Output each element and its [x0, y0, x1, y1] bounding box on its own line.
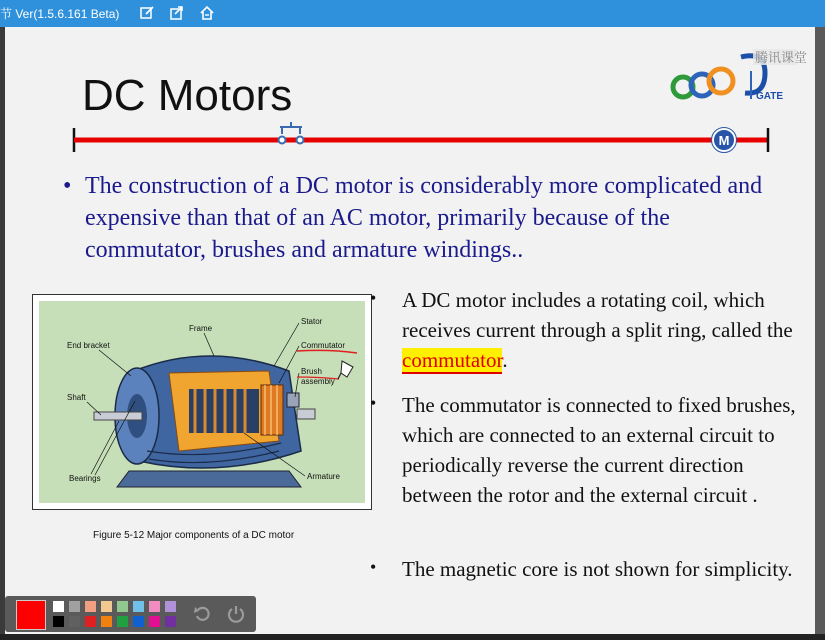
logo-gate-text: GATE	[756, 91, 784, 102]
logo-watermark: 腾讯课堂	[755, 50, 808, 65]
bottom-bar	[0, 634, 825, 640]
color-swatch[interactable]	[101, 616, 112, 627]
bullet-dot: •	[370, 557, 377, 577]
title-bar	[0, 0, 825, 27]
export-icon[interactable]	[169, 5, 185, 21]
right-edge-panel	[815, 27, 825, 635]
color-swatch[interactable]	[53, 601, 64, 612]
color-swatch[interactable]	[165, 601, 176, 612]
power-icon[interactable]	[226, 604, 246, 624]
highlighted-commutator: commutator	[402, 348, 503, 372]
right-bullet-3-text: The magnetic core is not shown for simplicity.	[402, 557, 793, 581]
slide	[5, 27, 815, 635]
pen-cursor-icon	[338, 361, 353, 379]
color-swatch[interactable]	[149, 601, 160, 612]
bullet-1-text-post: .	[502, 348, 508, 372]
label-armature: Armature	[307, 472, 340, 481]
color-swatch[interactable]	[69, 616, 80, 627]
label-shaft: Shaft	[67, 393, 86, 402]
label-stator: Stator	[301, 317, 323, 326]
color-swatch[interactable]	[53, 616, 64, 627]
bullet-1-text-pre: A DC motor includes a rotating coil, which receives current through a split ring, called the	[402, 288, 793, 342]
edit-icon[interactable]	[139, 5, 155, 21]
home-icon[interactable]	[199, 5, 215, 21]
label-assembly: assembly	[301, 377, 335, 386]
slide-title: DC Motors	[82, 71, 293, 120]
label-frame: Frame	[189, 324, 213, 333]
undo-icon[interactable]	[193, 604, 213, 624]
label-commutator: Commutator	[301, 341, 346, 350]
label-bearings: Bearings	[69, 474, 101, 483]
brand-logo	[669, 47, 808, 107]
color-swatch[interactable]	[117, 601, 128, 612]
color-swatch[interactable]	[133, 601, 144, 612]
color-swatch[interactable]	[149, 616, 160, 627]
motor-icon	[712, 128, 737, 153]
motor-figure	[32, 294, 372, 510]
color-swatch[interactable]	[85, 601, 96, 612]
window-title: 节 Ver(1.5.6.161 Beta)	[0, 7, 120, 21]
motor-label: M	[718, 133, 730, 148]
color-swatch[interactable]	[101, 601, 112, 612]
bullet-dot: •	[370, 393, 377, 413]
dc-motor-illustration	[39, 301, 365, 503]
color-swatch[interactable]	[117, 616, 128, 627]
label-end-bracket: End bracket	[67, 341, 110, 350]
label-brush: Brush	[301, 367, 322, 376]
color-swatch[interactable]	[133, 616, 144, 627]
bullet-dot: •	[370, 288, 377, 308]
figure-caption: Figure 5-12 Major components of a DC motor	[93, 530, 295, 541]
color-swatch[interactable]	[85, 616, 96, 627]
figure-background	[39, 301, 365, 503]
main-bullet-text: The construction of a DC motor is considerably more complicated and expensive than that of an AC motor, primarily because of the commutator, brushes and armature windings..	[85, 173, 763, 263]
selected-color-swatch[interactable]	[16, 600, 46, 630]
circuit-timeline	[72, 120, 772, 160]
color-swatch[interactable]	[69, 601, 80, 612]
color-swatch[interactable]	[165, 616, 176, 627]
right-bullet-1-text	[402, 285, 802, 375]
bullet-dot: •	[63, 173, 72, 199]
pen-palette	[5, 596, 256, 632]
right-bullet-2-text: The commutator is connected to fixed brushes, which are connected to an external circuit to periodically reverse the current direction between the rotor and the external circuit .	[402, 393, 796, 507]
